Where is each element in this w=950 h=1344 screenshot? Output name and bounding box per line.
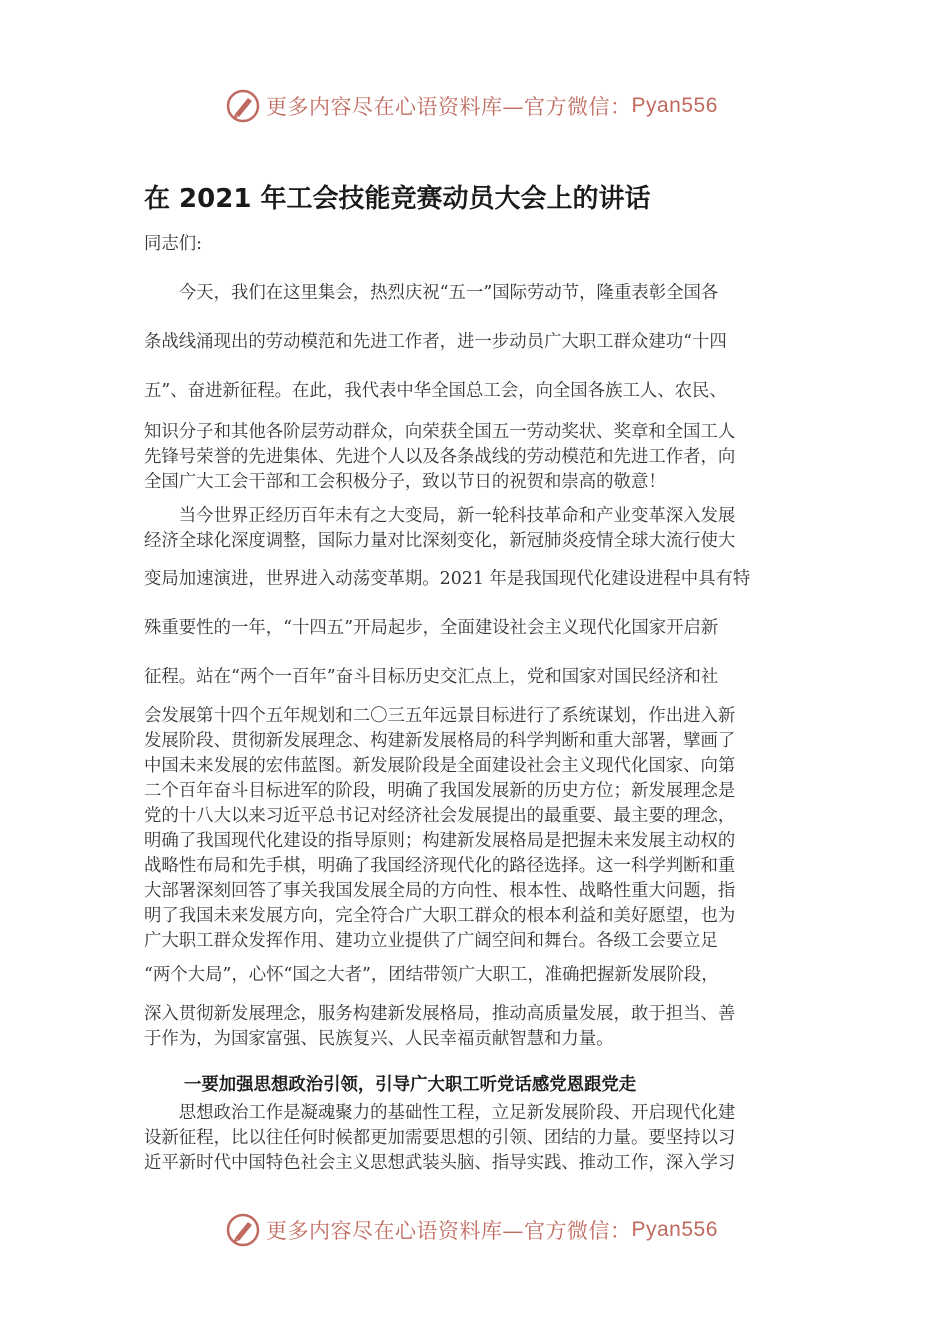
watermark-banner-top xyxy=(226,86,718,126)
greeting: 同志们: xyxy=(144,234,203,254)
body-line: 征程。站在“两个一百年”奋斗目标历史交汇点上，党和国家对国民经济和社 xyxy=(144,667,719,687)
body-line: 今天，我们在这里集会，热烈庆祝“五一”国际劳动节，隆重表彰全国各 xyxy=(144,283,719,303)
body-line: 殊重要性的一年，“十四五”开局起步，全面建设社会主义现代化国家开启新 xyxy=(144,618,719,638)
watermark-handle: Pyan556 xyxy=(631,1218,718,1241)
watermark-text: 更多内容尽在心语资料库—官方微信： xyxy=(266,1219,632,1243)
body-line: 当今世界正经历百年未有之大变局，新一轮科技革命和产业变革深入发展 xyxy=(144,506,736,526)
body-line: 条战线涌现出的劳动模范和先进工作者，进一步动员广大职工群众建功“十四 xyxy=(144,332,727,352)
body-line: 党的十八大以来习近平总书记对经济社会发展提出的最重要、最主要的理念， xyxy=(144,806,736,826)
body-line: 明确了我国现代化建设的指导原则；构建新发展格局是把握未来发展主动权的 xyxy=(144,831,736,851)
body-line: 全国广大工会干部和工会积极分子，致以节日的祝贺和崇高的敬意！ xyxy=(144,472,666,492)
body-line: 经济全球化深度调整，国际力量对比深刻变化，新冠肺炎疫情全球大流行使大 xyxy=(144,531,736,551)
body-line: 知识分子和其他各阶层劳动群众，向荣获全国五一劳动奖状、奖章和全国工人 xyxy=(144,422,736,442)
pen-logo-icon xyxy=(226,1213,260,1247)
body-line: 战略性布局和先手棋，明确了我国经济现代化的路径选择。这一科学判断和重 xyxy=(144,856,736,876)
body-line: 广大职工群众发挥作用、建功立业提供了广阔空间和舞台。各级工会要立足 xyxy=(144,931,718,951)
body-line: 先锋号荣誉的先进集体、先进个人以及各条战线的劳动模范和先进工作者，向 xyxy=(144,447,736,467)
body-line: 变局加速演进，世界进入动荡变革期。2021 年是我国现代化建设进程中具有特 xyxy=(144,569,751,589)
watermark-banner-bottom xyxy=(226,1210,718,1250)
body-line: 明了我国未来发展方向，完全符合广大职工群众的根本利益和美好愿望，也为 xyxy=(144,906,736,926)
section-heading: 一要加强思想政治引领，引导广大职工听党话感党恩跟党走 xyxy=(184,1075,637,1095)
watermark-text: 更多内容尽在心语资料库—官方微信： xyxy=(266,95,632,119)
body-line: 二个百年奋斗目标进军的阶段，明确了我国发展新的历史方位；新发展理念是 xyxy=(144,781,736,801)
body-line: 中国未来发展的宏伟蓝图。新发展阶段是全面建设社会主义现代化国家、向第 xyxy=(144,756,736,776)
section-body-line: 思想政治工作是凝魂聚力的基础性工程，立足新发展阶段、开启现代化建 xyxy=(144,1103,736,1123)
body-line: 深入贯彻新发展理念，服务构建新发展格局，推动高质量发展，敢于担当、善 xyxy=(144,1004,736,1024)
pen-logo-icon xyxy=(226,89,260,123)
body-line: 大部署深刻回答了事关我国发展全局的方向性、根本性、战略性重大问题，指 xyxy=(144,881,736,901)
watermark-handle: Pyan556 xyxy=(631,94,718,117)
document-title: 在 2021 年工会技能竞赛动员大会上的讲话 xyxy=(144,184,651,214)
section-body-line: 设新征程，比以往任何时候都更加需要思想的引领、团结的力量。要坚持以习 xyxy=(144,1128,736,1148)
body-line: 会发展第十四个五年规划和二〇三五年远景目标进行了系统谋划，作出进入新 xyxy=(144,706,736,726)
body-line: “两个大局”，心怀“国之大者”，团结带领广大职工，准确把握新发展阶段， xyxy=(144,965,719,985)
section-body-line: 近平新时代中国特色社会主义思想武装头脑、指导实践、推动工作，深入学习 xyxy=(144,1153,736,1173)
body-line: 发展阶段、贯彻新发展理念、构建新发展格局的科学判断和重大部署，擘画了 xyxy=(144,731,736,751)
body-line: 五”、奋进新征程。在此，我代表中华全国总工会，向全国各族工人、农民、 xyxy=(144,381,727,401)
body-line: 于作为，为国家富强、民族复兴、人民幸福贡献智慧和力量。 xyxy=(144,1029,614,1049)
